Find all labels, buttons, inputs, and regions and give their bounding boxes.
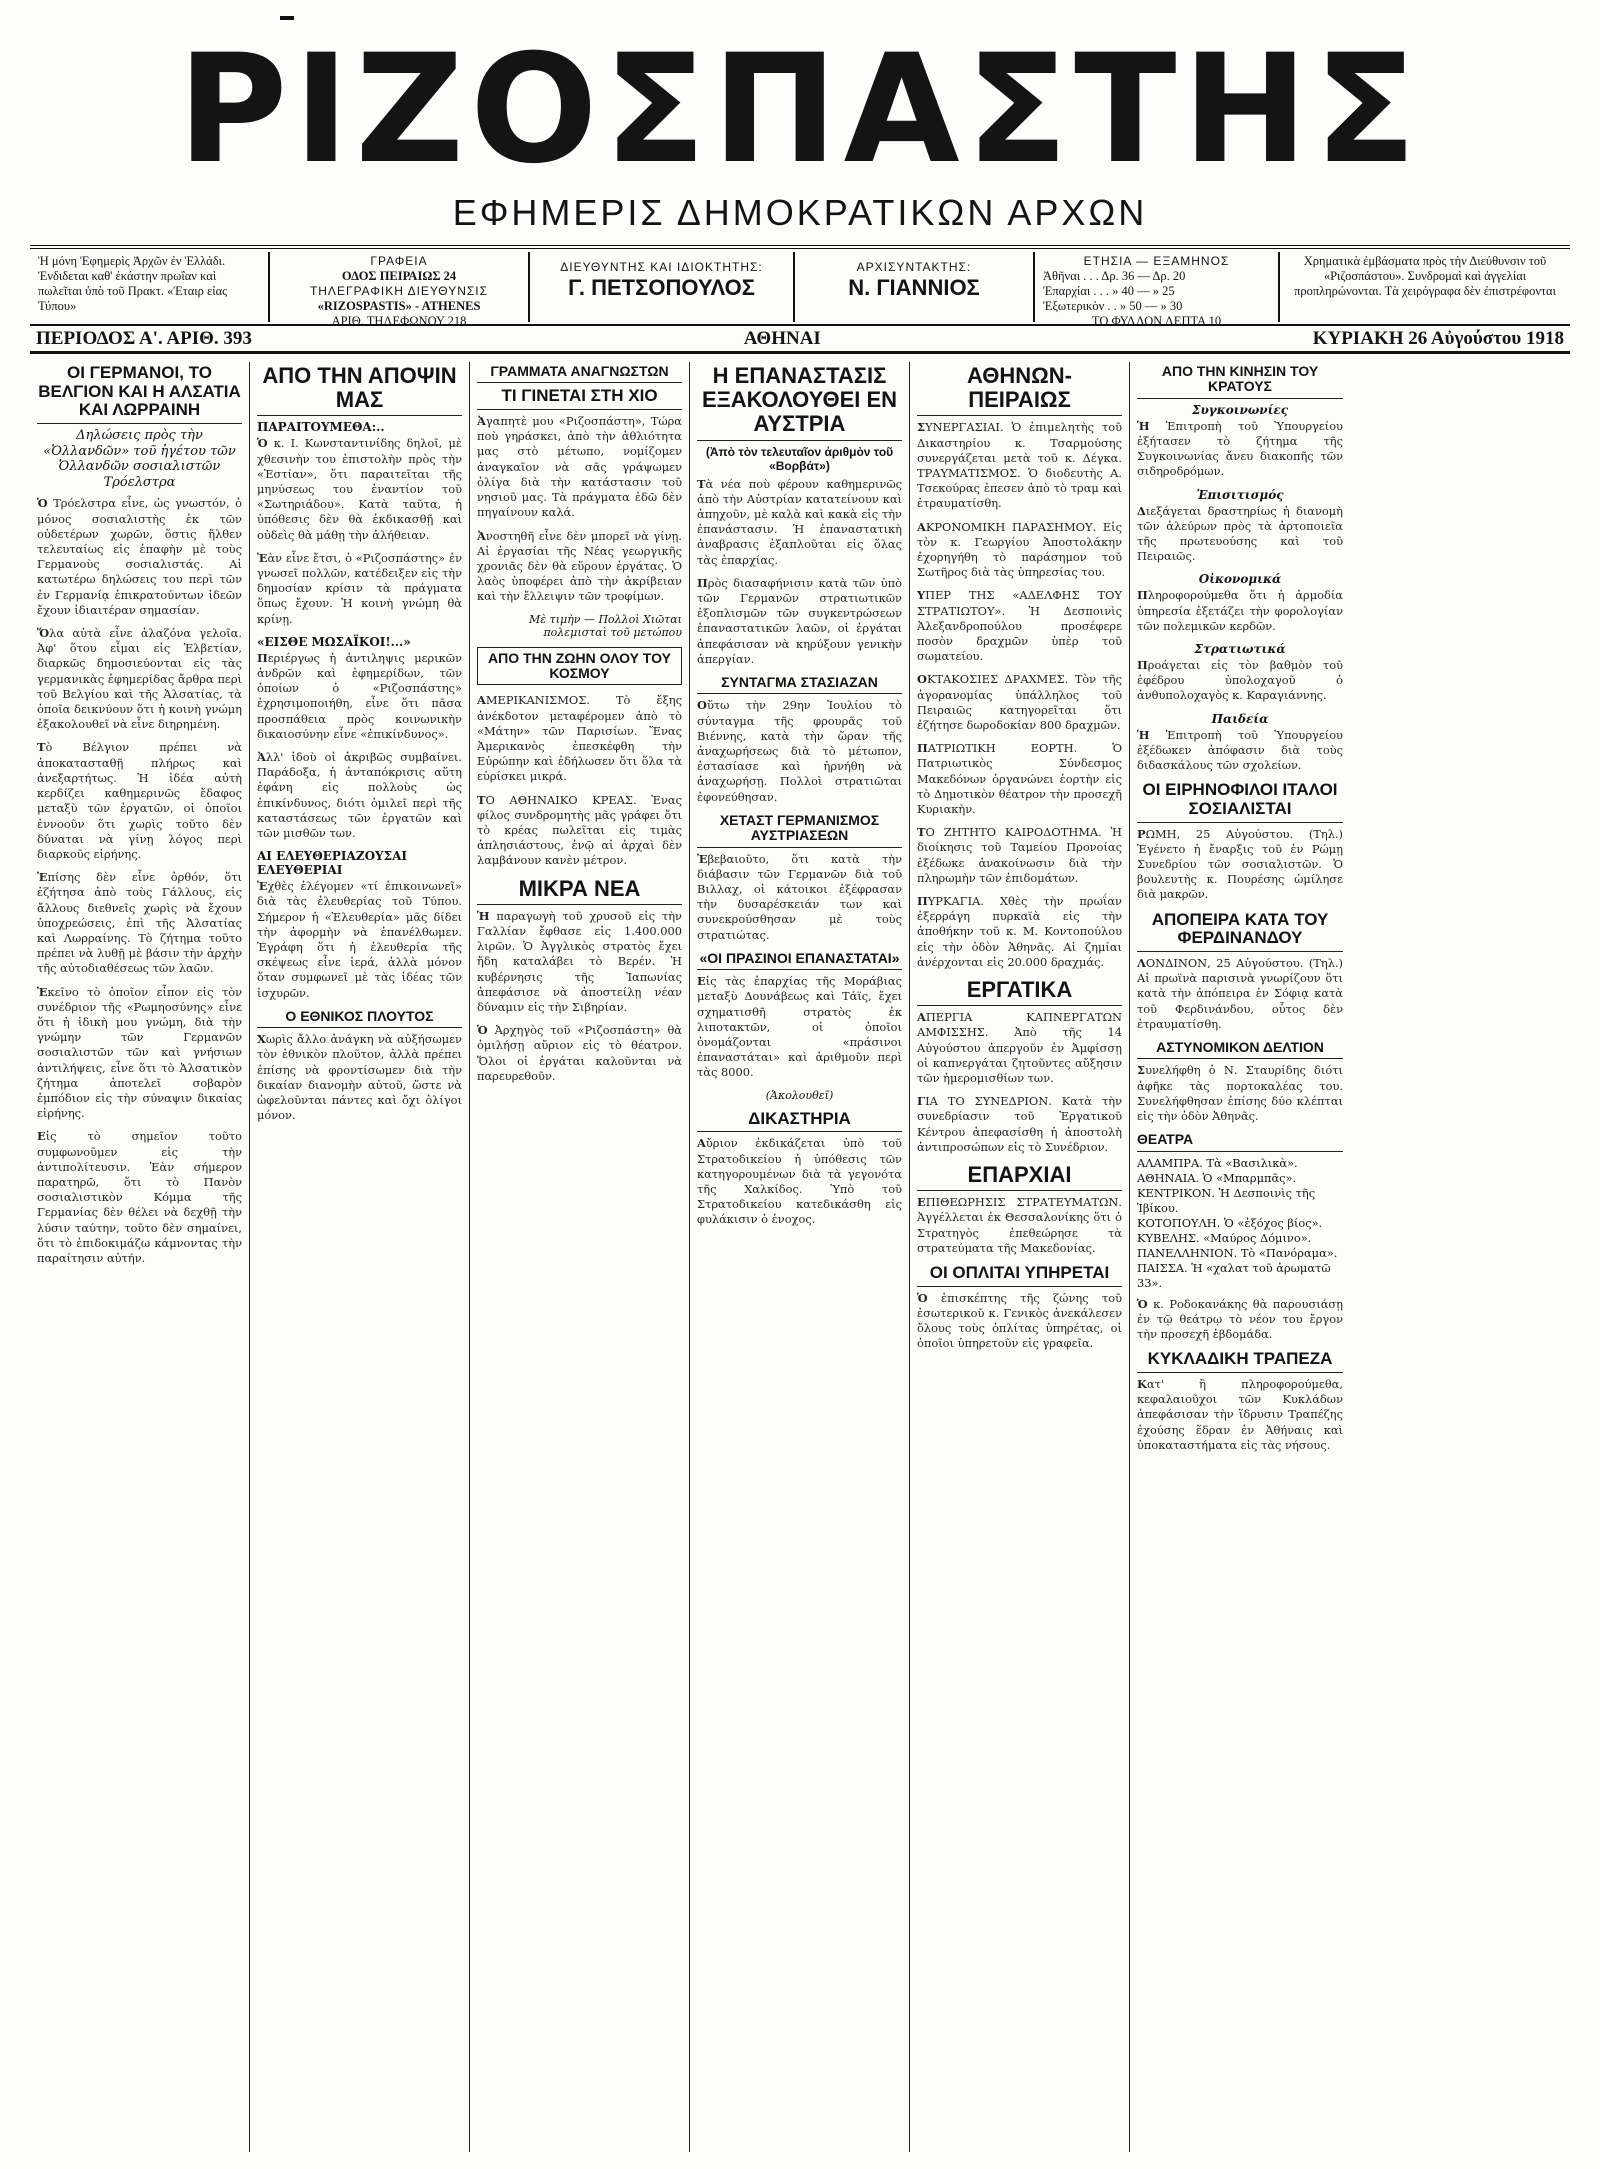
article-headline: ΜΙΚΡΑ ΝΕΑ — [477, 877, 682, 905]
article-paragraph: ΥΠΕΡ ΤΗΣ «ΑΔΕΛΦΗΣ ΤΟΥ ΣΤΡΑΤΙΩΤΟΥ». Ἡ Δεσποινὶς Ἀλεξανδροπούλου προσέφερε ποσὸν δραχμῶν ὑπὲρ τοῦ σωματείου. — [917, 588, 1122, 664]
column-3 — [470, 362, 690, 2152]
article-paragraph: Ἐχθὲς ἐλέγομεν «τί ἐπικοινωνεῖ» διὰ τὰς ἐλευθερίας τοῦ Τύπου. Σήμερον ἡ «Ἐλευθερία» μᾶς δίδει τὴν ἀφορμὴν νὰ ἐπανέλθωμεν. Ἐγράφη ὅτι ἡ ἐλευθερία τῆς σκέψεως εἶνε ἱερά, ἀλλὰ μόνον ὅταν συμφωνεῖ μὲ τὰς ἰδέας τῶν ἰσχυρῶν. — [257, 879, 462, 1000]
section-kicker: Παιδεία — [1211, 711, 1269, 726]
article-paragraph: Πληροφορούμεθα ὅτι ἡ ἀρμοδία ὑπηρεσία ἐξετάζει τὴν φορολογίαν τῶν πολεμικῶν κερδῶν. — [1137, 588, 1343, 633]
article-paragraph: Συνελήφθη ὁ Ν. Σταυρίδης διότι ἀφῆκε τὰς πορτοκαλέας του. Συνελήφθησαν ἐπίσης δύο κλέπται εἰς τὴν ὁδὸν Ἀθηνᾶς. — [1137, 1063, 1343, 1124]
column-1 — [30, 362, 250, 2152]
article-paragraph: ΠΑΤΡΙΩΤΙΚΗ ΕΟΡΤΗ. Ὁ Πατριωτικὸς Σύνδεσμος Μακεδόνων ὀργανώνει ἑορτὴν εἰς τὸ Δημοτικὸν θέατρον τὴν προσεχῆ Κυριακὴν. — [917, 741, 1122, 817]
article-paragraph: Ἐβεβαιοῦτο, ὅτι κατὰ τὴν διάβασιν τῶν Γερμανῶν διὰ τοῦ Βιλλαχ, οἱ κάτοικοι ἐξέφρασαν τὴν δυσαρέσκειάν των καὶ συνεκρούσθησαν μὲ τοὺς στρατιώτας. — [697, 851, 902, 942]
masthead — [30, 20, 1570, 260]
article-paragraph: Κατ' ἢ πληροφορούμεθα, κεφαλαιοῦχοι τῶν Κυκλάδων ἀπεφάσισαν τὴν ἵδρυσιν Τραπέζης ἐχούσης ἕδραν ἐν Ἀθήναις καὶ ὑποκαταστήματα εἰς τὰς νήσους. — [1137, 1376, 1343, 1452]
ads-note: Χρηματικὰ ἐμβάσματα πρὸς τὴν Διεύθυνσιν τοῦ «Ριζοσπάστου». Συνδρομαὶ καὶ ἀγγελίαι προπληρώνονται. Τὰ χειρόγραφα δὲν ἐπιστρέφονται — [1294, 254, 1556, 298]
editor-name: Ν. ΓΙΑΝΝΙΟΣ — [848, 275, 980, 300]
subscription-row: Ἐπαρχίαι . . . » 40 — » 25 — [1043, 284, 1175, 298]
article-paragraph: Ἀνοστηθῆ εἶνε δὲν μπορεῖ νὰ γίνῃ. Αἱ ἐργασίαι τῆς Νέας γεωργικῆς χρονιᾶς δὲν θὰ εὕρουν ἐργάτας. Ὁ λαὸς ὑποφέρει ἀπὸ τὴν ἀκρίβειαν καὶ τὴν ἔλλειψιν τῶν τροφίμων. — [477, 528, 682, 604]
article-paragraph: Ἀγαπητὲ μου «Ριζοσπάστη», Τώρα ποὺ γηράσκει, ἀπὸ τὴν ἀθλιότητα μας στὸ μέτωπο, νομίζομεν ἀναγκαῖον νὰ σᾶς γράψωμεν ὀλίγα διὰ τὴν κατάστασιν τοῦ νησιοῦ μας. Τὰ πράγματα ἐδῶ δὲν πηγαίνουν καλά. — [477, 414, 682, 520]
article-headline: ΕΠΑΡΧΙΑΙ — [917, 1163, 1122, 1191]
editor-label: ΑΡΧΙΣΥΝΤΑΚΤΗΣ: — [856, 260, 972, 274]
section-kicker: Ἐπισιτισμός — [1196, 487, 1284, 502]
article-paragraph: Προάγεται εἰς τὸν βαθμὸν τοῦ ἐφέδρου ὑπολοχαγοῦ ὁ ἀνθυπολοχαγὸς κ. Καραγιάννης. — [1137, 658, 1343, 703]
section-kicker: ΠΑΡΑΙΤΟΥΜΕΘΑ:.. — [257, 420, 385, 435]
article-subheadline: (Ἀπὸ τὸν τελευταῖον ἀριθμὸν τοῦ «Βορβάτ») — [705, 444, 894, 473]
article-paragraph: Ὁ ἐπισκέπτης τῆς ζώνης τοῦ ἐσωτερικοῦ κ. Γενικὸς ἀνεκάλεσεν ὅλους τοὺς ὁπλίτας ὑπηρέτας, οἱ ὁποῖοι ὑπηρετοῦν εἰς γραφεῖα. — [917, 1290, 1122, 1351]
article-headline: ΟΙ ΕΙΡΗΝΟΦΙΛΟΙ ΙΤΑΛΟΙ ΣΟΣΙΑΛΙΣΤΑΙ — [1137, 781, 1343, 822]
section-kicker: Οἰκονομικά — [1198, 572, 1282, 587]
article-headline: ΑΠΟ ΤΗΝ ΑΠΟΨΙΝ ΜΑΣ — [257, 364, 462, 416]
theater-listing: ΠΑΙΣΣΑ. Ἡ «χαλατ τοῦ ἀρωματῶ 33». — [1137, 1260, 1331, 1290]
article-paragraph: Ἐὰν εἶνε ἔτσι, ὁ «Ριζοσπάστης» ἐν γνωσεῖ πολλῶν, κατέδειξεν εἰς τὴν δημοσίαν κρίσιν τὰ πράγματα ὅπως ἔχουν. Ἡ κοινὴ γνώμη θὰ κρίνῃ. — [257, 550, 462, 626]
ads-note-box — [1280, 252, 1570, 322]
article-headline: ΟΙ ΟΠΛΙΤΑΙ ΥΠΗΡΕΤΑΙ — [917, 1264, 1122, 1287]
article-headline: ΟΙ ΓΕΡΜΑΝΟΙ, ΤΟ ΒΕΛΓΙΟΝ ΚΑΙ Η ΑΛΣΑΤΙΑ ΚΑΙ ΛΩΡΡΑΙΝΗ — [37, 364, 242, 424]
article-paragraph: Ὅλα αὐτὰ εἶνε ἀλαζόνα γελοῖα. Ἀφ' ὅτου εἶμαι εἰς Ἑλβετίαν, διαρκῶς δημοσιεύονται εἰς τὰς γερμανικὰς ἐφημερίδας ἄρθρα περὶ τοῦ Βελγίου καὶ τῆς Ἀλσατίας, τὰ ὁποῖα δεικνύουν ὅτι ἡ κοινὴ γνώμη ἐξακολουθεῖ νὰ εἶνε διηρημένη. — [37, 626, 242, 732]
theater-listings — [1137, 1156, 1343, 1291]
article-paragraph: Εἰς τὰς ἐπαρχίας τῆς Μοράβιας μεταξὺ Δουνάβεως καὶ Τάϊς, ἔχει σχηματισθῆ στρατὸς ἐκ λιποτακτῶν, οἱ ὁποῖοι ὀνομάζονται «πράσινοι ἐπαναστάται» καὶ ἀριθμοῦν περὶ τὰς 8000. — [697, 974, 902, 1080]
phone-number: ΑΡΙΘ. ΤΗΛΕΦΩΝΟΥ 218 — [331, 314, 467, 328]
column-6 — [1130, 362, 1350, 2152]
theater-listing: ΑΘΗΝΑΙΑ. Ὁ «Μπαρμπᾶς». — [1137, 1170, 1297, 1185]
continued-note: (Ἀκολουθεῖ) — [765, 1088, 834, 1102]
subscription-row: Ἀθῆναι . . . Δρ. 36 — Δρ. 20 — [1043, 269, 1186, 283]
telegraph-address: «RIZOSPASTIS» - ATHENES — [317, 299, 481, 313]
article-paragraph: ΓΙΑ ΤΟ ΣΥΝΕΔΡΙΟΝ. Κατὰ τὴν συνεδρίασιν τοῦ Ἐργατικοῦ Κέντρου ἀπεφασίσθη ἡ ἀποστολὴ ἀντιπροσώπων εἰς τὸ Συνέδριον. — [917, 1094, 1122, 1154]
article-paragraph: Τὰ νέα ποὺ φέρουν καθημερινῶς ἀπὸ τὴν Αὐστρίαν κατατείνουν καὶ ἀπηχοῦν, μὲ καλὰ καὶ κακὰ εἰς τὴν ἐπανάστασιν. Ἡ ἐπαναστατικὴ ἀναβρασις ἐξαπλοῦται εἰς ὅλας τὰς ἐπαρχίας. — [697, 476, 902, 567]
article-deck: Δηλώσεις πρὸς τὴν «Ὀλλανδῶν» τοῦ ἡγέτου τῶν Ὀλλανδῶν σοσιαλιστῶν Τρόελστρα — [43, 428, 236, 490]
theater-listing: ΚΟΤΟΠΟΥΛΗ. Ὁ «ἐξόχος βίος». — [1137, 1215, 1323, 1230]
subscriptions-header: ΕΤΗΣΙΑ — ΕΞΑΜΗΝΟΣ — [1083, 254, 1230, 268]
subscription-row: Ἐξωτερικὸν . . » 50 — » 30 — [1043, 299, 1183, 313]
article-headline: ΑΠΟΠΕΙΡΑ ΚΑΤΑ ΤΟΥ ΦΕΡΔΙΝΑΝΔΟΥ — [1137, 911, 1343, 952]
article-paragraph: Ὁ κ. Ι. Κωνσταντινίδης δηλοῖ, μὲ χθεσινὴν του ἐπιστολὴν πρὸς τὴν «Ἑστίαν», ὅτι παραιτεῖται τῆς μηνύσεως του ἐναντίον τοῦ «Σωτηριάδου». Κατὰ ταῦτα, ἡ ὑπόθεσις δὲν θὰ ἐκδικασθῇ καὶ οὐδεὶς θὰ μάθῃ τὴν ἀλήθειαν. — [257, 436, 462, 542]
article-paragraph: Τὸ Βέλγιον πρέπει νὰ ἀποκατασταθῇ πλήρως καὶ ἀνεξαρτήτως. Ἡ ἰδέα αὐτὴ κερδίζει καθημερινῶς ἔδαφος μεταξὺ τῶν ἐργατῶν, οἱ ὁποῖοι ἐννοοῦν ὅτι χωρὶς τοῦτο δὲν δύναται νὰ γίνῃ λόγος περὶ διαρκοῦς εἰρήνης. — [37, 740, 242, 861]
info-bar — [30, 252, 1570, 328]
article-headline: ΑΠΟ ΤΗΝ ΖΩΗΝ ΟΛΟΥ ΤΟΥ ΚΟΣΜΟΥ — [477, 647, 682, 686]
subscriptions-box — [1035, 252, 1280, 328]
article-headline: Η ΕΠΑΝΑΣΤΑΣΙΣ ΕΞΑΚΟΛΟΥΘΕΙ ΕΝ ΑΥΣΤΡΙΑ — [697, 364, 902, 441]
article-paragraph: Ἡ Ἐπιτροπὴ τοῦ Ὑπουργείου ἐξέδωκεν ἀπόφασιν διὰ τοὺς διδασκάλους τῶν σχολείων. — [1137, 727, 1343, 773]
article-paragraph: Ὁ Ἀρχηγὸς τοῦ «Ριζοσπάστη» θὰ ὁμιλήσῃ αὔριον εἰς τὸ θέατρον. Ὅλοι οἱ ἐργάται καλοῦνται νὰ παρευρεθοῦν. — [477, 1023, 682, 1083]
newspaper-subtitle: ΕΦΗΜΕΡΙΣ ΔΗΜΟΚΡΑΤΙΚΩΝ ΑΡΧΩΝ — [452, 192, 1148, 233]
article-headline: ΘΕΑΤΡΑ — [1137, 1132, 1343, 1151]
newspaper-title: ΡΙΖΟΣΠΑΣΤΗΣ — [177, 23, 1423, 197]
article-paragraph: ΑΠΕΡΓΙΑ ΚΑΠΝΕΡΓΑΤΩΝ ΑΜΦΙΣΣΗΣ. Ἀπὸ τῆς 14 Αὐγούστου ἀπεργοῦν ἐν Ἀμφίσσῃ οἱ καπνεργάται ζητοῦντες αὔξησιν τῶν ἡμερομισθίων των. — [917, 1010, 1122, 1086]
dateline — [30, 324, 1570, 354]
article-paragraph: ΑΚΡΟΝΟΜΙΚΗ ΠΑΡΑΣΗΜΟΥ. Εἰς τὸν κ. Γεωργίου Ἀποστολάκην ἐχορηγήθη τὸ παράσημον τοῦ Σωτῆρος διὰ τὰς ὑπηρεσίας του. — [917, 519, 1122, 580]
theater-listing: ΚΥΒΕΛΗΣ. «Μαύρος Δόμινο». — [1137, 1230, 1312, 1245]
issue-date: ΚΥΡΙΑΚΗ 26 Αὐγούστου 1918 — [1312, 327, 1564, 349]
article-paragraph: ΣΥΝΕΡΓΑΣΙΑΙ. Ὁ ἐπιμελητὴς τοῦ Δικαστηρίου κ. Τσαρμούσης συνεργάζεται μετὰ τοῦ κ. Δέγκα. ΤΡΑΥΜΑΤΙΣΜΟΣ. Ὁ διοδευτὴς Α. Τσεκούρας ἐπεσεν ἀπὸ τὸ τραμ καὶ ἐτραυματίσθη. — [917, 420, 1122, 511]
section-kicker: «ΟΙ ΠΡΑΣΙΝΟΙ ΕΠΑΝΑΣΤΑΤΑΙ» — [697, 951, 902, 970]
article-paragraph: ΕΠΙΘΕΩΡΗΣΙΣ ΣΤΡΑΤΕΥΜΑΤΩΝ. Ἀγγέλλεται ἐκ Θεσσαλονίκης ὅτι ὁ Στρατηγὸς ἐπεθεώρησε τὰ στρατεύματα τῆς Μακεδονίας. — [917, 1195, 1122, 1255]
motto-box — [30, 252, 270, 322]
article-paragraph: Ἡ παραγωγὴ τοῦ χρυσοῦ εἰς τὴν Γαλλίαν ἔφθασε εἰς 1.400.000 λιρῶν. Ὁ Ἀγγλικὸς στρατὸς ἔχει ἤδη καταλάβει τὸ Βερέν. Ἡ κυβέρνησις τῆς Ἰαπωνίας ἀπεφάσισε νὰ ἀποστείλῃ νέαν δύναμιν εἰς τὴν Σιβηρίαν. — [477, 908, 682, 1014]
article-paragraph: Ὁ Τρόελστρα εἶνε, ὡς γνωστόν, ὁ μόνος σοσιαλιστὴς ἐκ τῶν οὐδετέρων χωρῶν, ὅστις ἤλθεν τελευταίως εἰς ἐπαφὴν μὲ τοὺς Γερμανοὺς σοσιαλιστάς. Αἱ κατωτέρω δηλώσεις του περὶ τῶν ἐν Γερμανίᾳ ἐπικρατούντων ἰδεῶν ἔχουν ἰδιαιτέραν σημασίαν. — [37, 496, 242, 617]
editor-box — [795, 252, 1035, 322]
director-name: Γ. ΠΕΤΣΟΠΟΥΛΟΣ — [568, 275, 755, 300]
article-headline: Ο ΕΘΝΙΚΟΣ ΠΛΟΥΤΟΣ — [257, 1009, 462, 1028]
article-paragraph: ΑΜΕΡΙΚΑΝΙΣΜΟΣ. Τὸ ἔξης ἀνέκδοτον μεταφέρομεν ἀπὸ τὸ «Μάτην» τῶν Παρισίων. Ἕνας Ἀμερικανὸς ἐπεσκέφθη τὴν Εὐρώπην καὶ ἐδήλωσεν ὅτι ὅλα τὰ εὑρίσκει μικρά. — [477, 693, 682, 784]
column-2 — [250, 362, 470, 2152]
article-headline: ΑΠΟ ΤΗΝ ΚΙΝΗΣΙΝ ΤΟΥ ΚΡΑΤΟΥΣ — [1137, 364, 1343, 399]
section-kicker: ΧΕΤΑΣΤ ΓΕΡΜΑΝΙΣΜΟΣ ΑΥΣΤΡΙΑΣΕΩΝ — [697, 813, 902, 848]
theater-listing: ΚΕΝΤΡΙΚΟΝ. Ἡ Δεσποινὶς τῆς Ἱβίκου. — [1137, 1185, 1316, 1215]
article-paragraph: Περιέργως ἡ ἀντιληψις μερικῶν ἀνδρῶν καὶ ἐφημερίδων, τῶν ὁποίων ὁ «Ριζοσπάστης» ἐχρησιμοποιήθη, εἶνε ὅτι πᾶσα προσπάθεια πρὸς κοινωνικὴν δικαιοσύνην εἶνε «ἐπικίνδυνος». — [257, 650, 462, 741]
article-paragraph: Εἰς τὸ σημεῖον τοῦτο συμφωνοῦμεν εἰς τὴν ἀντιπολίτευσιν. Ἐὰν σήμερον παρατηρῶ, ὅτι τὸ Πανὸν σοσιαλιστικὸν Κόμμα τῆς Γερμανίας δὲν θέλει νὰ δεχθῇ τὴν λύσιν ταύτην, τοῦτο δὲν σημαίνει, ὅτι τὸ ἐπιδοκιμάζω κάμνοντας τὴν παραίτησιν αὐτήν. — [37, 1129, 242, 1265]
article-headline: ΓΡΑΜΜΑΤΑ ΑΝΑΓΝΩΣΤΩΝ — [477, 364, 682, 383]
section-kicker: ΣΥΝΤΑΓΜΑ ΣΤΑΣΙΑΖΑΝ — [697, 675, 902, 694]
section-kicker: Συγκοινωνίες — [1191, 402, 1289, 417]
article-paragraph: Ἐπίσης δὲν εἶνε ὀρθόν, ὅτι ἐζήτησα ἀπὸ τοὺς Γάλλους, εἰς ἄλλους διεθνεῖς χωρὶς νὰ ἔχουν ὑποχρεώσεις, ἐπὶ τῆς Ἀλσατίας καὶ Λωρραίνης. Τὸ ζήτημα τοῦτο πρέπει νὰ λυθῇ μὲ βάσιν τὴν ἀρχὴν τῆς αὐτοδιαθέσεως τῶν λαῶν. — [37, 870, 242, 976]
article-signature: Μὲ τιμὴν — Πολλοὶ Χιῶται πολεμισταὶ τοῦ μετώπου — [528, 612, 682, 639]
masthead-rule — [30, 245, 1570, 249]
theater-listing: ΑΛΑΜΠΡΑ. Τὰ «Βασιλικὰ». — [1137, 1155, 1298, 1170]
section-kicker: «ΕΙΣΘΕ ΜΩΣΑΪΚΟΙ!...» — [257, 634, 411, 649]
article-paragraph: Ἀλλ' ἰδοὺ οἱ ἀκριβῶς συμβαίνει. Παράδοξα, ἡ ἀνταπόκρισις αὕτη ἐφάνη εἰς πολλοὺς ὡς ἐπικίνδυνος, διότι ὁμιλεῖ περὶ τῆς καταστάσεως τῶν ἐργατῶν καὶ τῶν μισθῶν των. — [257, 750, 462, 841]
city-name: ΑΘΗΝΑΙ — [743, 327, 821, 349]
offices-box — [270, 252, 530, 328]
article-paragraph: Χωρὶς ἄλλο ἀνάγκη νὰ αὐξήσωμεν τὸν ἐθνικὸν πλοῦτον, ἀλλὰ πρέπει ἐπίσης νὰ φροντίσωμεν διὰ τὴν δικαίαν διανομὴν αὐτοῦ, ὥστε νὰ ὠφελοῦνται πάντες καὶ ὄχι ὀλίγοι μόνον. — [257, 1032, 462, 1123]
sheet-price: ΤΟ ΦΥΛΛΟΝ ΛΕΠΤΑ 10 — [1091, 314, 1222, 328]
article-paragraph: Πρὸς διασαφήνισιν κατὰ τῶν ὑπὸ τῶν Γερμανῶν στρατιωτικῶν ἐξοπλισμῶν τῶν συγκεντρώσεων ἐπαναστατικῶν λαῶν, οἱ ἐργάται ἀπεφάσισαν νὰ κηρύξουν γενικὴν ἀπεργίαν. — [697, 575, 902, 666]
article-paragraph: ΠΥΡΚΑΓΙΑ. Χθὲς τὴν πρωΐαν ἐξερράγη πυρκαϊὰ εἰς τὴν ἀποθήκην τοῦ κ. Μ. Κοντοπούλου εἰς τὴν ὁδὸν Ἀθηνᾶς. Αἱ ζημίαι ἀνέρχονται εἰς 20.000 δραχμάς. — [917, 894, 1122, 969]
article-headline: ΚΥΚΛΑΔΙΚΗ ΤΡΑΠΕΖΑ — [1137, 1350, 1343, 1373]
article-paragraph: Αὔριον ἐκδικάζεται ὑπὸ τοῦ Στρατοδικείου ἡ ὑπόθεσις τῶν κατηγορουμένων διὰ τὰ γεγονότα τῆς Χαλκίδος. Ὑπὸ τοῦ Στρατοδικείου κατεδικάσθη εἰς φυλάκισιν ὁ ἐνοχος. — [697, 1136, 902, 1227]
article-paragraph: ΡΩΜΗ, 25 Αὐγούστου. (Τηλ.) Ἐγένετο ἡ ἔναρξις τοῦ ἐν Ρώμῃ Συνεδρίου τῶν σοσιαλιστῶν. Ὁ βουλευτὴς κ. Πουρέσης ὡμίλησε διὰ μακρῶν. — [1137, 826, 1343, 902]
article-headline: ΔΙΚΑΣΤΗΡΙΑ — [697, 1110, 902, 1133]
article-paragraph: Ἐκεῖνο τὸ ὁποῖον εἶπον εἰς τὸν συνέδριον τῆς «Ρωμηοσύνης» εἶνε ὅτι ἡ ἰδικὴ μου γνώμη, διὰ τὴν γνώμην τῶν Γερμανῶν σοσιαλιστῶν τῶν καὶ γνήσιων ἀντιλήψεις, εἶνε ὅτι τὸ Ἀλσατικὸν ζήτημα ἀποτελεῖ σοβαρὸν ἐμπόδιον εἰς τὴν σύναψιν δικαίας εἰρήνης. — [37, 984, 242, 1121]
offices-address: ΟΔΟΣ ΠΕΙΡΑΙΩΣ 24 — [341, 269, 457, 283]
issue-number: ΠΕΡΙΟΔΟΣ Α'. ΑΡΙΘ. 393 — [36, 327, 252, 349]
section-kicker: ΑΙ ΕΛΕΥΘΕΡΙΑΖΟΥΣΑΙ ΕΛΕΥΘΕΡΙΑΙ — [257, 849, 408, 878]
article-paragraph: ΟΚΤΑΚΟΣΙΕΣ ΔΡΑΧΜΕΣ. Τὸν τῆς ἀγορανομίας ὑπάλληλος τοῦ Πειραιῶς κατηγορεῖται ὅτι ἐζήτησε δωροδοκίαν 800 δραχμῶν. — [917, 672, 1122, 733]
article-paragraph: ΛΟΝΔΙΝΟΝ, 25 Αὐγούστου. (Τηλ.) Αἱ πρωϊνὰ παρισινὰ γνωρίζουν ὅτι κατὰ τὴν ἀπόπειρα ἐν Σόφιᾳ κατὰ τοῦ Φερδινάνδου, οὗτος δὲν ἐτραυματίσθη. — [1137, 956, 1343, 1031]
theater-listing: ΠΑΝΕΛΛΗΝΙΟΝ. Τὸ «Πανόραμα». — [1137, 1245, 1338, 1260]
article-columns — [30, 362, 1570, 2152]
article-paragraph: Ἡ Ἐπιτροπὴ τοῦ Ὑπουργείου ἐξήτασεν τὸ ζήτημα τῆς Συγκοινωνίας ἄνευ διακοπῆς τῶν σιδηροδρόμων. — [1137, 418, 1343, 479]
offices-label: ΓΡΑΦΕΙΑ — [370, 254, 428, 268]
motto-text: Ἡ μόνη Ἐφημερὶς Ἀρχῶν ἐν Ἑλλάδι. Ἐνδιδεται καθ' ἑκάστην πρωΐαν καὶ πωλεῖται ὑπὸ τοῦ Πρακτ. «Ἐταιρ εἰας Τύπου» — [38, 254, 228, 313]
article-paragraph: Διεξάγεται δραστηρίως ἡ διανομὴ τῶν ἀλεύρων πρὸς τὰ ἀρτοποιεῖα τῆς πρωτευούσης καὶ τοῦ Πειραιῶς. — [1137, 503, 1343, 564]
column-5 — [910, 362, 1130, 2152]
article-paragraph: Οὕτω τὴν 29ην Ἰουλίου τὸ σύνταγμα τῆς φρουρᾶς τοῦ Βιέννης, κατὰ τὴν ὥραν τῆς ἀναχωρήσεως διὰ τὸ μέτωπον, ἐστασίασε καὶ ἠρνήθη νὰ ἀναχωρήσῃ. Πολλοὶ στρατιῶται ἐφονεύθησαν. — [697, 698, 902, 804]
article-headline: ΑΘΗΝΩΝ-ΠΕΙΡΑΙΩΣ — [917, 364, 1122, 416]
article-headline: ΕΡΓΑΤΙΚΑ — [917, 978, 1122, 1006]
article-paragraph: ΤΟ ΑΘΗΝΑΙΚΟ ΚΡΕΑΣ. Ἐνας φίλος συνδρομητὴς μᾶς γράφει ὅτι τὸ κρέας πωλεῖται εἰς τιμὰς ἀπλησιάστους, ἐνῷ αἱ ἀρχαὶ δὲν λαμβάνουν κανὲν μέτρον. — [477, 792, 682, 868]
article-paragraph: ΤΟ ΖΗΤΗΤΟ ΚΑΙΡΟΔΟΤΗΜΑ. Ἡ διοίκησις τοῦ Ταμείου Προνοίας ἐξέδωκε ἀνακοίνωσιν διὰ τὴν πληρωμὴν τῶν ἐπιδομάτων. — [917, 825, 1122, 885]
director-label: ΔΙΕΥΘΥΝΤΗΣ ΚΑΙ ΙΔΙΟΚΤΗΤΗΣ: — [560, 260, 763, 274]
telegraph-label: ΤΗΛΕΓΡΑΦΙΚΗ ΔΙΕΥΘΥΝΣΙΣ — [309, 284, 489, 298]
article-paragraph: Ὁ κ. Ροδοκανάκης θὰ παρουσιάσῃ ἐν τῷ θεάτρῳ τὸ νέον του ἔργον τὴν προσεχῆ ἑβδομάδα. — [1137, 1296, 1343, 1342]
article-subheadline: ΤΙ ΓΙΝΕΤΑΙ ΣΤΗ ΧΙΟ — [477, 387, 682, 410]
article-headline: ΑΣΤΥΝΟΜΙΚΟΝ ΔΕΛΤΙΟΝ — [1137, 1040, 1343, 1059]
section-kicker: Στρατιωτικά — [1194, 642, 1286, 657]
director-box — [530, 252, 795, 322]
column-4 — [690, 362, 910, 2152]
